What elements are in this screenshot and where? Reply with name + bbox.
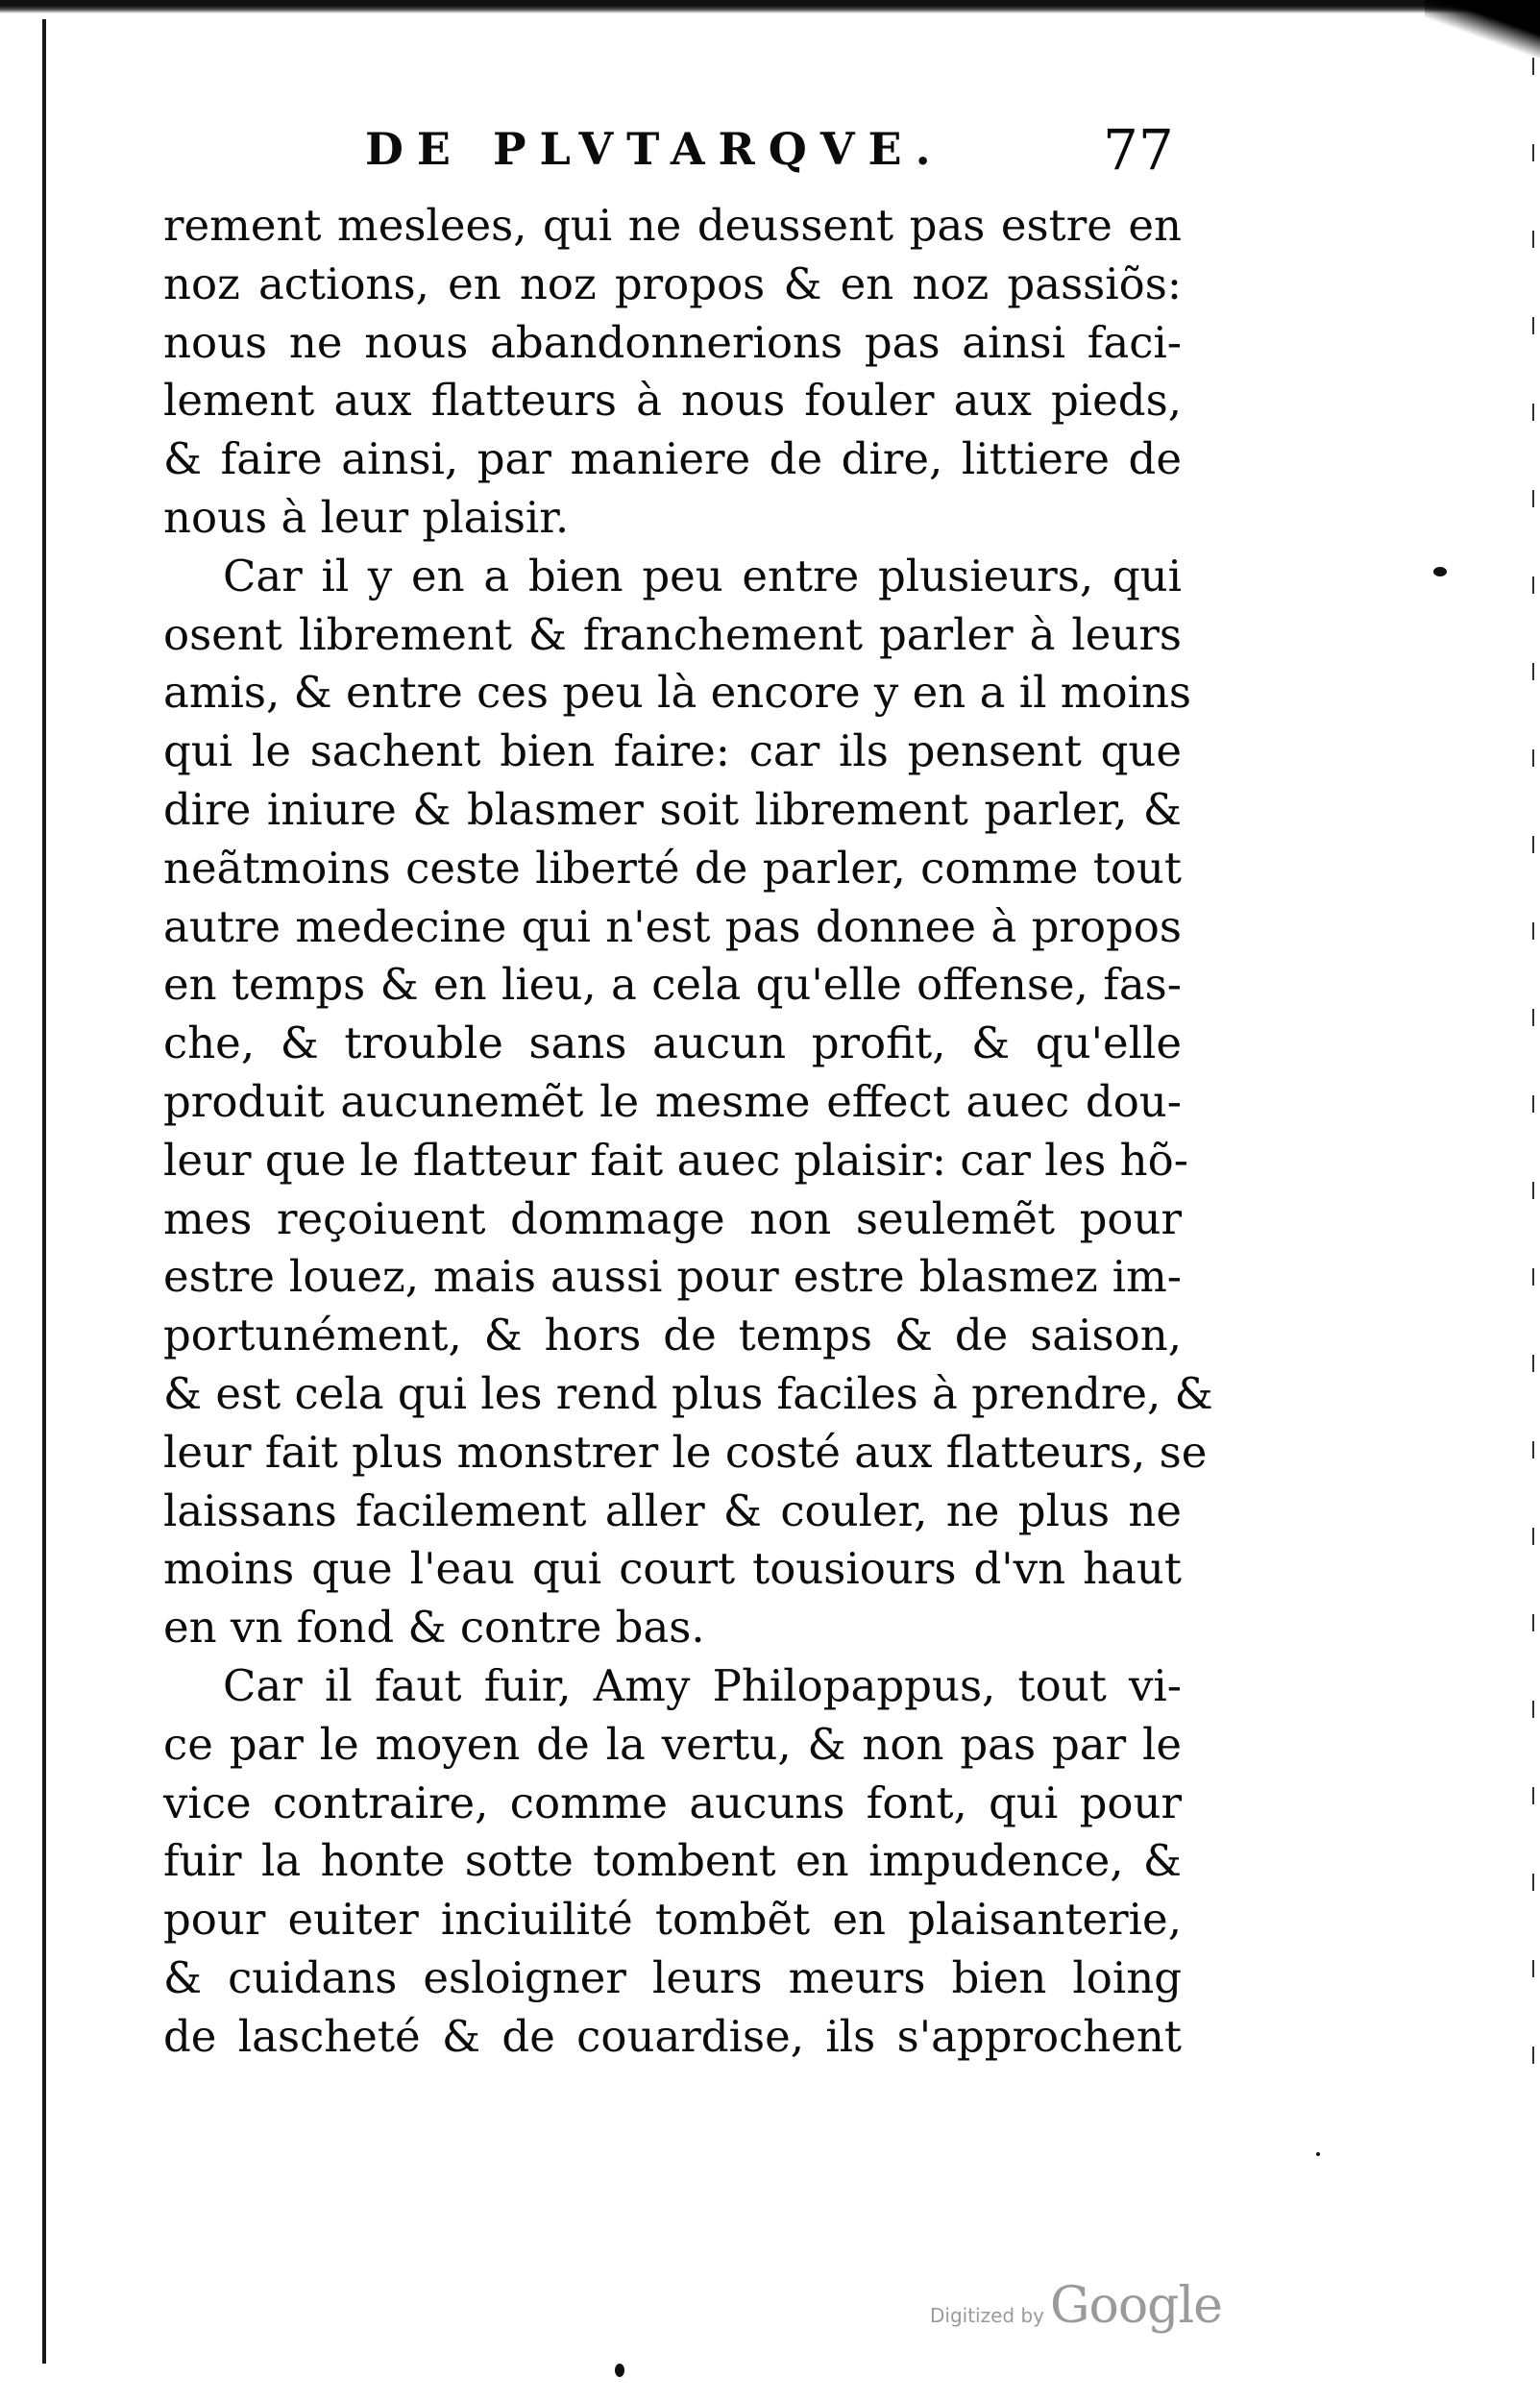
text-line: leur que le flatteur fait auec plaisir: car les hõ- bbox=[163, 1134, 1188, 1186]
text-line: en temps & en lieu, a cela qu'elle offense, fas- bbox=[163, 959, 1182, 1011]
scan-edge-right bbox=[1532, 58, 1534, 2075]
scan-corner-shadow bbox=[1425, 0, 1540, 58]
text-line: pour euiter inciuilité tombẽt en plaisanterie, bbox=[163, 1894, 1182, 1946]
text-line: nous à leur plaisir. bbox=[163, 491, 570, 543]
scan-edge-left bbox=[42, 19, 46, 2364]
text-line: moins que l'eau qui court tousiours d'vn haut bbox=[163, 1543, 1182, 1595]
text-line: mes reçoiuent dommage non seulemẽt pour bbox=[163, 1192, 1182, 1244]
text-line: noz actions, en noz propos & en noz passiõs: bbox=[163, 257, 1182, 309]
text-line: dire iniure & blasmer soit librement parler, & bbox=[163, 783, 1182, 835]
text-line: amis, & entre ces peu là encore y en a il moins bbox=[163, 667, 1192, 719]
paragraph-start-line: Car il y en a bien peu entre plusieurs, qui bbox=[223, 550, 1182, 601]
page-number: 77 bbox=[1103, 117, 1174, 183]
text-line: produit aucunemẽt le mesme effect auec dou- bbox=[163, 1075, 1182, 1127]
ink-speck bbox=[1433, 567, 1447, 576]
text-line: che, & trouble sans aucun profit, & qu'elle bbox=[163, 1017, 1182, 1069]
text-line: & faire ainsi, par maniere de dire, littiere de bbox=[163, 433, 1182, 485]
google-logo: Google bbox=[1050, 2277, 1222, 2335]
ink-speck bbox=[1316, 2152, 1320, 2156]
text-line: vice contraire, comme aucuns font, qui pour bbox=[163, 1777, 1182, 1828]
text-line: & cuidans esloigner leurs meurs bien loing bbox=[163, 1951, 1182, 2003]
text-line: ce par le moyen de la vertu, & non pas par le bbox=[163, 1718, 1182, 1770]
text-line: nous ne nous abandonnerions pas ainsi faci- bbox=[163, 316, 1182, 368]
text-line: fuir la honte sotte tombent en impudence, & bbox=[163, 1835, 1182, 1887]
text-line: lement aux flatteurs à nous fouler aux pieds, bbox=[163, 375, 1182, 427]
text-line: autre medecine qui n'est pas donnee à propos bbox=[163, 900, 1182, 952]
text-line: estre louez, mais aussi pour estre blasmez im- bbox=[163, 1251, 1182, 1303]
digitized-by-google-watermark bbox=[930, 2277, 1222, 2335]
text-line: de lascheté & de couardise, ils s'approchent bbox=[163, 2010, 1182, 2062]
scan-edge-top bbox=[0, 0, 1540, 13]
text-line: rement meslees, qui ne deussent pas estre en bbox=[163, 200, 1182, 251]
text-line: leur fait plus monstrer le costé aux flatteurs, se bbox=[163, 1426, 1208, 1478]
text-line: laissans facilement aller & couler, ne plus ne bbox=[163, 1484, 1182, 1536]
text-line: qui le sachent bien faire: car ils pensent que bbox=[163, 725, 1182, 777]
ink-blot bbox=[615, 2364, 624, 2377]
text-line: & est cela qui les rend plus faciles à prendre, & bbox=[163, 1367, 1213, 1419]
body-text bbox=[163, 197, 1213, 2067]
running-head: DE PLVTARQVE. bbox=[365, 123, 944, 175]
text-line: neãtmoins ceste liberté de parler, comme tout bbox=[163, 842, 1182, 894]
text-line: en vn fond & contre bas. bbox=[163, 1602, 705, 1654]
text-line: portunément, & hors de temps & de saison, bbox=[163, 1310, 1182, 1361]
text-line: osent librement & franchement parler à leurs bbox=[163, 608, 1182, 660]
watermark-prefix: Digitized by bbox=[930, 2304, 1044, 2327]
paragraph-start-line: Car il faut fuir, Amy Philopappus, tout vi- bbox=[223, 1659, 1182, 1711]
